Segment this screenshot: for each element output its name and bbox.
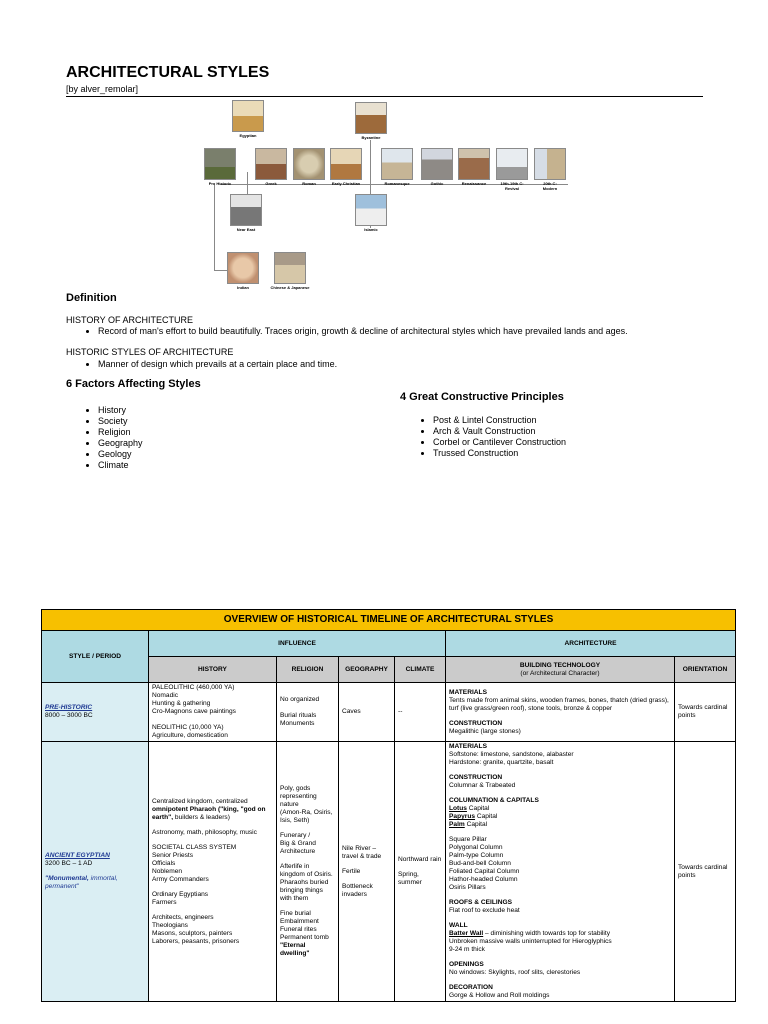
author-byline: [by alver_remolar] (66, 84, 139, 94)
list-item: • Corbel or Cantilever Construction (433, 437, 566, 448)
table-title-row (42, 610, 736, 631)
geography-cell: Caves (339, 683, 395, 742)
history-cell: PALEOLITHIC (460,000 YA) Nomadic Hunting & gathering Cro-Magnons cave paintings NEOLITHIC (10,000 YA) Agriculture, domestication (149, 683, 277, 742)
dolmen-image (204, 148, 236, 180)
timeline-node-islamic: Islamic (353, 194, 389, 232)
timeline-node-renaissance: Renaissance (456, 148, 492, 186)
timeline-node-greek: Greek (253, 148, 289, 186)
list-item: • Society (98, 416, 143, 427)
col-header-geography: GEOGRAPHY (339, 657, 395, 683)
ziggurat-image (230, 194, 262, 226)
byzantine-church-image (355, 102, 387, 134)
list-item: • Climate (98, 460, 143, 471)
timeline-node-romanesque: Romanesque (379, 148, 415, 186)
gothic-cathedral-image (421, 148, 453, 180)
skyscraper-image (534, 148, 566, 180)
period-cell: PRE-HISTORIC 8000 – 3000 BC (42, 683, 149, 742)
timeline-node-gothic: Gothic (419, 148, 455, 186)
timeline-node-byzantine: Byzantine (353, 102, 389, 140)
title-rule (66, 96, 703, 97)
timeline-node-19th-century: 19th-19th C: Revival (494, 148, 530, 191)
table-title: OVERVIEW OF HISTORICAL TIMELINE OF ARCHITECTURAL STYLES (42, 610, 736, 631)
principles-list (401, 415, 566, 459)
col-header-climate: CLIMATE (395, 657, 446, 683)
renaissance-palazzo-image (458, 148, 490, 180)
religion-cell: Poly, gods representing nature (Amon-Ra, Osiris, Isis, Seth) Funerary / Big & Grand Architecture Afterlife in kingdom of Osiris. Pharaohs buried bringing things with them Fine burial Embalmment Funeral rites Permanent tomb "Eternal dwelling" (277, 742, 339, 1002)
history-cell: Centralized kingdom, centralized omnipotent Pharaoh ("king, "god on earth", builders & leaders) Astronomy, math, philosophy, music SOCIETAL CLASS SYSTEM Senior Priests Officials Noblemen Army Commanders Ordinary Egyptians Farmers Architects, engineers Theologians Masons, sculptors, painters Laborers, peasants, prisoners (149, 742, 277, 1002)
list-item: • Manner of design which prevails at a certain place and time. (98, 359, 337, 370)
history-of-architecture-label: HISTORY OF ARCHITECTURE (66, 315, 194, 325)
definition-list-2 (66, 359, 337, 370)
col-header-religion: RELIGION (277, 657, 339, 683)
list-item: • Record of man's effort to build beautifully. Traces origin, growth & decline of architectural styles which have prevailed lands and ages. (98, 326, 628, 337)
eiffel-tower-image (496, 148, 528, 180)
connector (247, 172, 248, 196)
building-technology-cell: MATERIALS Softstone: limestone, sandstone, alabaster Hardstone: granite, quartzite, basalt CONSTRUCTION Columnar & Trabeated COLUMNATION & CAPITALS Lotus Capital Papyrus Capital Palm Capital Square Pillar Polygonal Column Palm-type Column Bud-and-bell Column Foliated Capital Column Hathor-headed Column Osiris Pillars ROOFS & CEILINGS Flat roof to exclude heat WALL Batter Wall – diminishing width towards top for stability Unbroken massive walls uninterrupted for Hieroglyphics 9-24 m thick OPENINGS No windows: Skylights, roof slits, clerestories DECORATION Gorge & Hollow and Roll moldings (446, 742, 675, 1002)
geography-cell: Nile River – travel & trade Fertile Bottleneck invaders (339, 742, 395, 1002)
list-item: • History (98, 405, 143, 416)
climate-cell: Northward rain Spring, summer (395, 742, 446, 1002)
col-header-orientation: ORIENTATION (675, 657, 736, 683)
principles-heading: 4 Great Constructive Principles (400, 391, 564, 403)
timeline-node-20th-century: 20th C: Modern (532, 148, 568, 191)
timeline-node-egyptian: Egyptian (230, 100, 266, 138)
page-title: ARCHITECTURAL STYLES (66, 64, 270, 81)
timeline-node-prehistoric: Pre Historic (202, 148, 238, 186)
list-item: • Geography (98, 438, 143, 449)
list-item: • Post & Lintel Construction (433, 415, 566, 426)
col-header-architecture: ARCHITECTURE (446, 631, 736, 657)
building-technology-cell: MATERIALS Tents made from animal skins, wooden frames, bones, thatch (dried grass), turf (live grass/green roof), stone tools, bronze & copper CONSTRUCTION Megalithic (large stones) (446, 683, 675, 742)
orientation-cell: Towards cardinal points (675, 683, 736, 742)
period-cell: ANCIENT EGYPTIAN 3200 BC – 1 AD "Monumental, immortal, permanent" (42, 742, 149, 1002)
religion-cell: No organized Burial rituals Monuments (277, 683, 339, 742)
style-timeline-diagram (200, 100, 575, 296)
list-item: • Trussed Construction (433, 448, 566, 459)
timeline-node-indian: Indian (225, 252, 261, 290)
greek-temple-image (255, 148, 287, 180)
connector (214, 184, 215, 270)
definition-heading: Definition (66, 292, 117, 304)
timeline-node-roman: Roman (291, 148, 327, 186)
stupa-image (227, 252, 259, 284)
table-row-ancient-egyptian (42, 742, 736, 1002)
timeline-node-early-christian: Early Christian (328, 148, 364, 186)
romanesque-dome-image (381, 148, 413, 180)
historic-styles-label: HISTORIC STYLES OF ARCHITECTURE (66, 347, 234, 357)
basilica-image (330, 148, 362, 180)
overview-table (41, 609, 736, 1002)
cave-temple-image (274, 252, 306, 284)
taj-mahal-image (355, 194, 387, 226)
climate-cell: -- (395, 683, 446, 742)
col-header-influence: INFLUENCE (149, 631, 446, 657)
colosseum-image (293, 148, 325, 180)
list-item: • Arch & Vault Construction (433, 426, 566, 437)
factors-list (66, 405, 143, 471)
timeline-node-near-east: Near East (228, 194, 264, 232)
pyramids-image (232, 100, 264, 132)
col-header-building-technology: BUILDING TECHNOLOGY (or Architectural Character) (446, 657, 675, 683)
factors-heading: 6 Factors Affecting Styles (66, 378, 201, 390)
definition-list-1 (66, 326, 628, 337)
col-header-history: HISTORY (149, 657, 277, 683)
col-header-style: STYLE / PERIOD (42, 631, 149, 683)
table-header-row (42, 631, 736, 657)
orientation-cell: Towards cardinal points (675, 742, 736, 1002)
list-item: • Religion (98, 427, 143, 438)
list-item: • Geology (98, 449, 143, 460)
table-row-prehistoric (42, 683, 736, 742)
timeline-node-chinese-japanese: Chinese & Japanese (265, 252, 315, 290)
